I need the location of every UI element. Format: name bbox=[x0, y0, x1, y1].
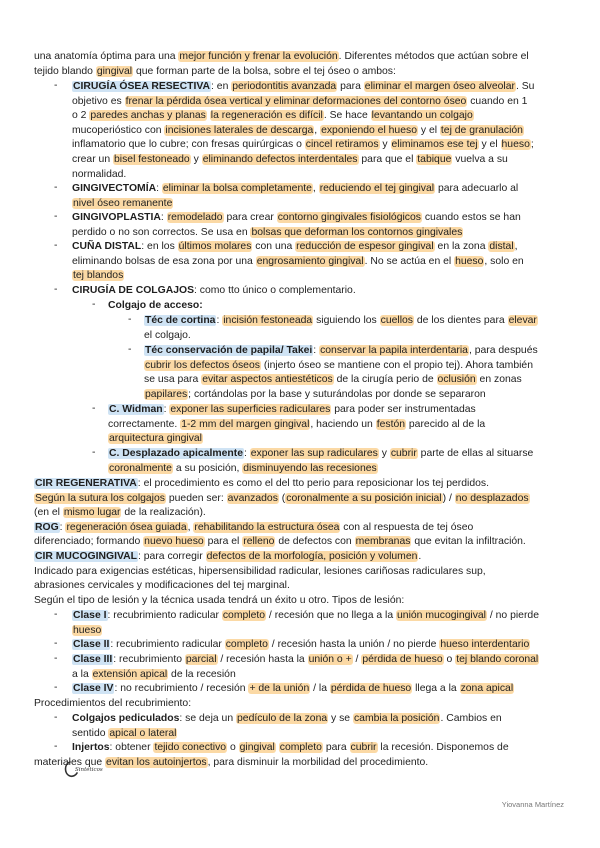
bullet-widman bbox=[108, 403, 600, 447]
text-line: Según el tipo de lesión y la técnica usada tendrá un éxito u otro. Tipos de lesión: bbox=[34, 594, 405, 606]
bullet-dash: - bbox=[54, 712, 58, 723]
bullet-desplazado-apical bbox=[108, 447, 600, 476]
text-line: Clase II: recubrimiento radicular completo / recesión hasta la unión / no pierde hueso interdentario bbox=[73, 639, 530, 650]
procedimientos-heading bbox=[34, 697, 570, 712]
text-line: Téc de cortina: incisión festoneada siguiendo los cuellos de los dientes para elevar bbox=[145, 315, 537, 326]
text-line: Procedimientos del recubrimiento: bbox=[34, 698, 192, 709]
text-line: GINGIVOPLASTIA: remodelado para crear contorno gingivales fisiológicos cuando estos se han bbox=[72, 212, 521, 223]
text-line: GINGIVECTOMÍA: eliminar la bolsa completamente, reduciendo el tej gingival para adecuarlo al bbox=[72, 183, 519, 194]
text-line: o 2 paredes anchas y planas la regeneración es difícil. Se hace levantando un colgajo bbox=[72, 110, 473, 122]
bullet-clase-iii bbox=[72, 653, 600, 682]
text-line: materiales que evitan los autoinjertos, para disminuir la morbilidad del procedimiento. bbox=[34, 757, 429, 768]
text-line: Téc conservación de papila/ Takei: conservar la papila interdentaria, para después bbox=[145, 345, 538, 356]
bullet-tec-cortina bbox=[144, 314, 600, 343]
text-line: correctamente. 1-2 mm del margen gingival, haciendo un festón parecido al de la bbox=[108, 418, 486, 430]
text-line: Clase III: recubrimiento parcial / recesión hasta la unión o + / pérdida de hueso o tej blando coronal bbox=[73, 654, 539, 665]
bullet-dash: - bbox=[128, 314, 132, 325]
section-regenerativa bbox=[34, 477, 570, 608]
bullet-dash: - bbox=[54, 182, 58, 193]
bullet-dash: - bbox=[54, 211, 58, 222]
bullet-tec-papila bbox=[144, 344, 600, 402]
text-line: Colgajos pediculados: se deja un pedículo de la zona y se cambia la posición. Cambios en bbox=[72, 713, 502, 724]
text-line: Injertos: obtener tejido conectivo o gingival completo para cubrir la recesión. Disponemos de bbox=[72, 742, 509, 753]
bullet-gingivoplastia bbox=[72, 211, 600, 240]
text-line: ROG: regeneración ósea guiada, rehabilitando la estructura ósea con al respuesta de tej óseo bbox=[35, 521, 474, 533]
text-line: hueso bbox=[73, 624, 102, 636]
text-line: coronalmente a su posición, disminuyendo las recesiones bbox=[109, 462, 377, 474]
text-line: arquitectura gingival bbox=[109, 433, 202, 445]
text-line: Clase IV: no recubrimiento / recesión + de la unión / la pérdida de hueso llega a la zona apical bbox=[73, 683, 514, 694]
text-line: papilares; cortándolas por la base y suturándolas por donde se separaron bbox=[145, 388, 486, 400]
bullet-cirugia-colgajos bbox=[72, 284, 600, 299]
text-line: una anatomía óptima para una mejor función y frenar la evolución. Diferentes métodos que actúan sobre el bbox=[34, 51, 529, 62]
bullet-clase-ii bbox=[72, 638, 600, 653]
text-line: normalidad. bbox=[72, 168, 127, 180]
bullet-dash: - bbox=[128, 344, 132, 355]
text-line: Colgajo de acceso: bbox=[108, 300, 203, 311]
text-line: tej blandos bbox=[73, 270, 124, 282]
bullet-dash: - bbox=[54, 638, 58, 649]
bullet-dash: - bbox=[54, 682, 58, 693]
text-line: CIR REGENERATIVA: el procedimiento es como el del tto perio para reposicionar los tej perdidos. bbox=[35, 478, 489, 489]
text-line: Indicado para exigencias estéticas, hipersensibilidad radicular, lesiones cariñosas radiculares sup, bbox=[34, 565, 486, 577]
intro-paragraph bbox=[34, 50, 570, 79]
text-line: tejido blando gingival que forman parte de la bolsa, sobre el tej óseo o ambos: bbox=[34, 65, 396, 77]
bullet-injertos bbox=[72, 741, 600, 756]
text-line: CIRUGÍA ÓSEA RESECTIVA: en periodontitis avanzada para eliminar el margen óseo alveolar. Su bbox=[73, 81, 535, 92]
brand-logo bbox=[62, 756, 112, 782]
bullet-dash: - bbox=[54, 653, 58, 664]
author-footer: Yiovanna Martínez bbox=[501, 800, 564, 809]
bullet-dash: - bbox=[92, 447, 96, 458]
text-line: Clase I: recubrimiento radicular completo / recesión que no llega a la unión mucogingival / no pierde bbox=[73, 610, 539, 621]
text-line: perdido o no son correctos. Se usa en bolsas que deforman los contornos gingivales bbox=[72, 226, 463, 238]
bullet-dash: - bbox=[92, 299, 96, 310]
bullet-cuna-distal bbox=[72, 240, 600, 284]
text-line: crear un bisel festoneado y eliminando defectos interdentales para que el tabique vuelva a su bbox=[72, 153, 508, 165]
text-line: CIR MUCOGINGIVAL: para corregir defectos de la morfología, posición y volumen. bbox=[35, 550, 422, 562]
bullet-dash: - bbox=[54, 240, 58, 251]
text-line: a la extensión apical de la recesión bbox=[72, 668, 236, 680]
injertos-continuation bbox=[34, 756, 570, 771]
bullet-dash: - bbox=[54, 284, 58, 295]
text-line: objetivo es frenar la pérdida ósea vertical y eliminar deformaciones del contorno óseo cuando en 1 bbox=[72, 95, 528, 107]
bullet-dash: - bbox=[92, 403, 96, 414]
text-line: sentido apical o lateral bbox=[72, 727, 177, 739]
text-line: cubrir los defectos óseos (injerto óseo se mantiene con el propio tej). Ahora también bbox=[145, 359, 533, 371]
text-line: abrasiones cervicales y modificaciones del tej marginal. bbox=[34, 580, 290, 592]
text-line: inflamatorio que lo cubre; con fresas quirúrgicas o cincel retiramos y eliminamos ese tej y el hueso; bbox=[72, 139, 534, 151]
text-line: nivel óseo remanente bbox=[73, 197, 173, 209]
text-line: C. Desplazado apicalmente: exponer las sup radiculares y cubrir parte de ellas al situarse bbox=[109, 448, 534, 459]
text-line: se usa para evitar aspectos antiestéticos de la cirugía perio de oclusión en zonas bbox=[144, 374, 522, 386]
text-line: C. Widman: exponer las superficies radiculares para poder ser instrumentadas bbox=[109, 404, 476, 415]
bullet-dash: - bbox=[54, 741, 58, 752]
text-line: el colgajo. bbox=[144, 329, 191, 341]
text-line: eliminando bolsas de esa zona por una engrosamiento gingival. No se actúa en el hueso, solo en bbox=[72, 255, 524, 267]
text-line: Según la sutura los colgajos pueden ser: avanzados (coronalmente a su posición inicial) / no desplazados bbox=[35, 492, 529, 504]
text-line: mucoperióstico con incisiones laterales de descarga, exponiendo el hueso y el tej de granulación bbox=[72, 124, 523, 136]
text-line: diferenciado; formando nuevo hueso para el relleno de defectos con membranas que evitan la infiltración. bbox=[34, 536, 526, 548]
bullet-colgajos-pediculados bbox=[72, 712, 600, 741]
bullet-dash: - bbox=[54, 80, 58, 91]
text-line: CUÑA DISTAL: en los últimos molares con una reducción de espesor gingival en la zona distal, bbox=[72, 241, 518, 252]
bullet-gingivectomia bbox=[72, 182, 600, 211]
bullet-dash: - bbox=[54, 609, 58, 620]
bullet-cirugia-osea bbox=[72, 80, 600, 182]
text-line: (en el mismo lugar de la realización). bbox=[34, 507, 206, 519]
text-line: CIRUGÍA DE COLGAJOS: como tto único o complementario. bbox=[72, 285, 356, 296]
bullet-clase-i bbox=[72, 609, 600, 638]
bullet-clase-iv bbox=[72, 682, 600, 697]
colgajo-acceso-heading bbox=[108, 299, 600, 314]
logo-text: Sintéticos bbox=[75, 767, 103, 773]
